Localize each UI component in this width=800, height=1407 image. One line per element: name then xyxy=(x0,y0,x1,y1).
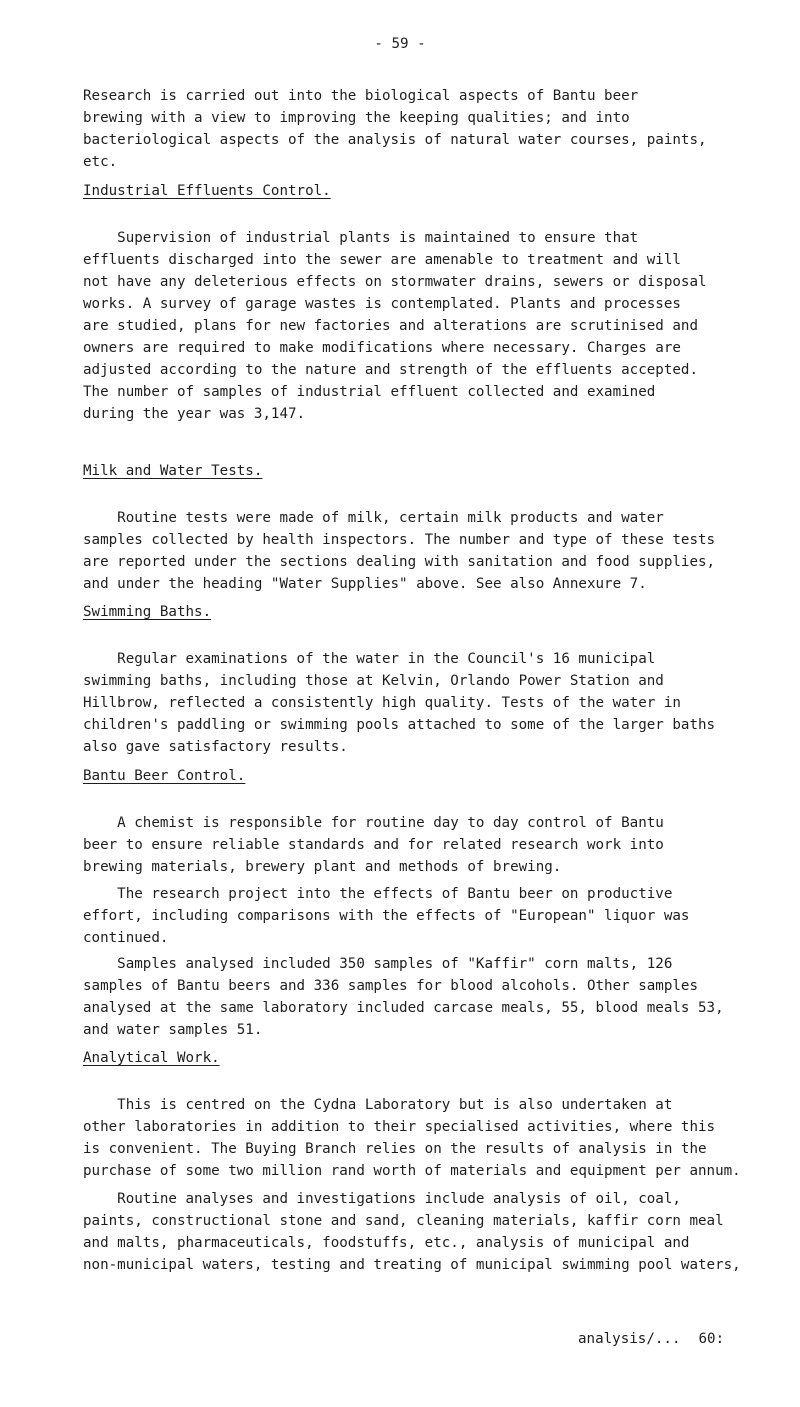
text-line: Routine tests were made of milk, certain milk products and water xyxy=(83,510,664,526)
text-line: samples collected by health inspectors. The number and type of these tests xyxy=(83,532,716,548)
text-line: continued. xyxy=(83,930,169,946)
text-line: and under the heading "Water Supplies" above. See also Annexure 7. xyxy=(83,576,647,592)
section-heading-industrial-effluents: Industrial Effluents Control. xyxy=(83,183,331,199)
analytical-work-paragraph-2 xyxy=(83,1188,741,1276)
text-line: effluents discharged into the sewer are amenable to treatment and will xyxy=(83,252,681,268)
text-line: are studied, plans for new factories and alterations are scrutinised and xyxy=(83,318,698,334)
text-line: etc. xyxy=(83,154,118,170)
text-line: swimming baths, including those at Kelvin, Orlando Power Station and xyxy=(83,673,664,689)
text-line: brewing materials, brewery plant and methods of brewing. xyxy=(83,859,562,875)
text-line: non-municipal waters, testing and treating of municipal swimming pool waters, xyxy=(83,1257,741,1273)
section-heading-bantu-beer: Bantu Beer Control. xyxy=(83,768,246,784)
text-line: samples of Bantu beers and 336 samples for blood alcohols. Other samples xyxy=(83,978,698,994)
text-line: during the year was 3,147. xyxy=(83,406,306,422)
text-line: owners are required to make modifications where necessary. Charges are xyxy=(83,340,681,356)
bantu-beer-paragraph-1 xyxy=(83,812,723,878)
text-line: not have any deleterious effects on stormwater drains, sewers or disposal xyxy=(83,274,707,290)
section-heading-analytical-work: Analytical Work. xyxy=(83,1050,220,1066)
bantu-beer-paragraph-2 xyxy=(83,883,723,949)
text-line: are reported under the sections dealing with sanitation and food supplies, xyxy=(83,554,716,570)
text-line: brewing with a view to improving the keeping qualities; and into xyxy=(83,110,630,126)
text-line: The number of samples of industrial effluent collected and examined xyxy=(83,384,656,400)
section-heading-swimming-baths: Swimming Baths. xyxy=(83,604,212,620)
analytical-work-paragraph-1 xyxy=(83,1094,741,1182)
bantu-beer-paragraph-3 xyxy=(83,953,723,1041)
text-line: bacteriological aspects of the analysis of natural water courses, paints, xyxy=(83,132,707,148)
text-line: is convenient. The Buying Branch relies on the results of analysis in the xyxy=(83,1141,707,1157)
text-line: also gave satisfactory results. xyxy=(83,739,348,755)
text-line: beer to ensure reliable standards and for related research work into xyxy=(83,837,664,853)
catchword: analysis/... xyxy=(578,1331,681,1347)
text-line: children's paddling or swimming pools attached to some of the larger baths xyxy=(83,717,716,733)
text-line: effort, including comparisons with the effects of "European" liquor was xyxy=(83,908,690,924)
next-page-number: 60: xyxy=(698,1331,725,1347)
page-number: - 59 - xyxy=(374,36,426,52)
text-line: A chemist is responsible for routine day to day control of Bantu xyxy=(83,815,664,831)
text-line: other laboratories in addition to their specialised activities, where this xyxy=(83,1119,716,1135)
text-line: Routine analyses and investigations include analysis of oil, coal, xyxy=(83,1191,681,1207)
industrial-effluents-paragraph xyxy=(83,227,723,425)
text-line: paints, constructional stone and sand, cleaning materials, kaffir corn meal xyxy=(83,1213,724,1229)
text-line: and malts, pharmaceuticals, foodstuffs, etc., analysis of municipal and xyxy=(83,1235,690,1251)
text-line: Research is carried out into the biological aspects of Bantu beer xyxy=(83,88,639,104)
text-line: and water samples 51. xyxy=(83,1022,263,1038)
text-line: The research project into the effects of Bantu beer on productive xyxy=(83,886,673,902)
text-line: purchase of some two million rand worth of materials and equipment per annum. xyxy=(83,1163,741,1179)
text-line: Hillbrow, reflected a consistently high quality. Tests of the water in xyxy=(83,695,681,711)
text-line: works. A survey of garage wastes is contemplated. Plants and processes xyxy=(83,296,681,312)
text-line: Regular examinations of the water in the Council's 16 municipal xyxy=(83,651,656,667)
text-line: adjusted according to the nature and strength of the effluents accepted. xyxy=(83,362,698,378)
page-footer xyxy=(578,1328,724,1350)
text-line: analysed at the same laboratory included carcase meals, 55, blood meals 53, xyxy=(83,1000,724,1016)
text-line: This is centred on the Cydna Laboratory but is also undertaken at xyxy=(83,1097,673,1113)
text-line: Samples analysed included 350 samples of "Kaffir" corn malts, 126 xyxy=(83,956,673,972)
swimming-baths-paragraph xyxy=(83,648,723,758)
text-line: Supervision of industrial plants is maintained to ensure that xyxy=(83,230,639,246)
milk-water-paragraph xyxy=(83,507,723,595)
section-heading-milk-water: Milk and Water Tests. xyxy=(83,463,263,479)
intro-paragraph xyxy=(83,85,723,173)
